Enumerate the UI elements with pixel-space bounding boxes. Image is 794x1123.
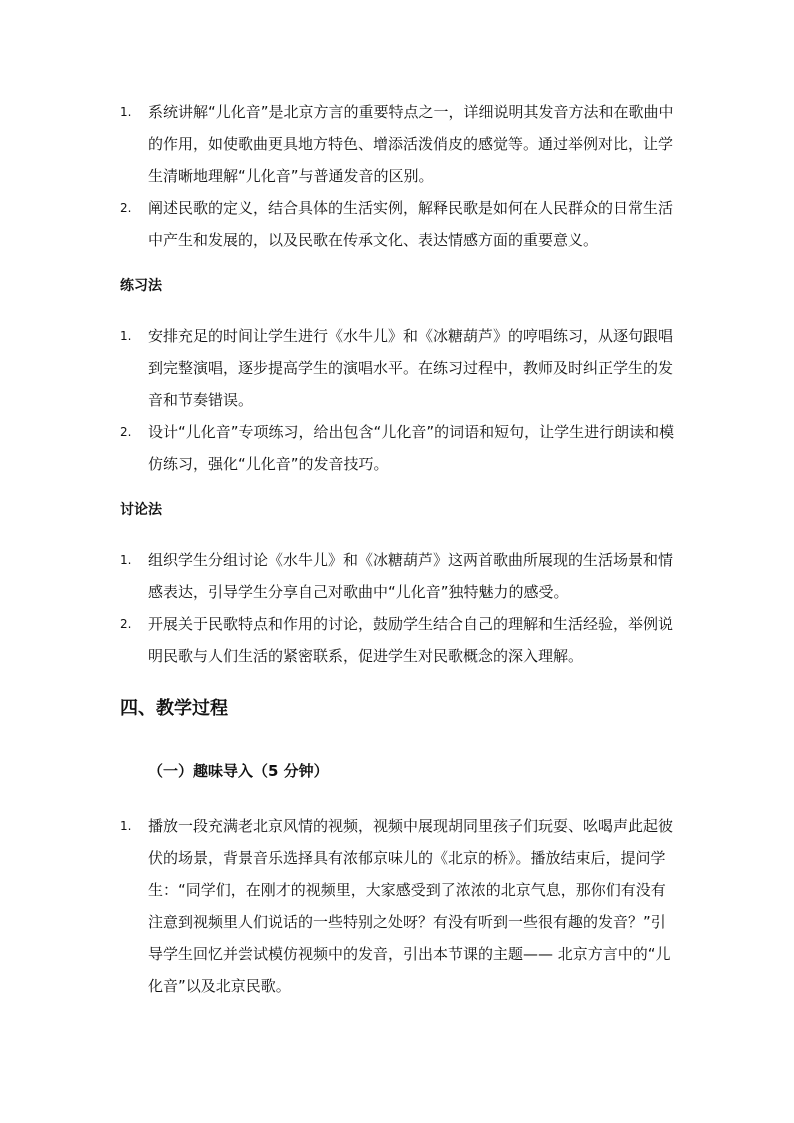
- list-number: 1.: [120, 329, 132, 343]
- list-number: 2.: [120, 425, 132, 439]
- list-number: 1.: [120, 553, 132, 567]
- intro-step-list: [120, 810, 680, 1002]
- list-text: 开展关于民歌特点和作用的讨论，鼓励学生结合自己的理解和生活经验，举例说明民歌与人们生活的紧密联系，促进学生对民歌概念的深入理解。: [148, 615, 674, 665]
- list-number: 1.: [120, 105, 132, 119]
- practice-heading: 练习法: [120, 278, 162, 294]
- subsection-title: （一）趣味导入（5 分钟）: [148, 762, 329, 780]
- lecture-method-list: [120, 96, 680, 256]
- list-item: [120, 416, 680, 480]
- list-item: [120, 810, 680, 1002]
- list-item: [120, 544, 680, 608]
- list-item: [120, 192, 680, 256]
- list-text: 组织学生分组讨论《水牛儿》和《冰糖葫芦》这两首歌曲所展现的生活场景和情感表达，引导学生分享自己对歌曲中“儿化音”独特魅力的感受。: [148, 551, 674, 601]
- section-title: 四、教学过程: [120, 698, 228, 719]
- list-text: 播放一段充满老北京风情的视频，视频中展现胡同里孩子们玩耍、吆喝声此起彼伏的场景，背景音乐选择具有浓郁京味儿的《北京的桥》。播放结束后，提问学生：“同学们，在刚才的视频里，大家感受到了浓浓的北京气息，那你们有没有注意到视频里人们说话的一些特别之处呀？有没有听到一些很有趣的发音？”引导学生回忆并尝试模仿视频中的发音，引出本节课的主题—— 北京方言中的“儿化音”以及北京民歌。: [148, 817, 674, 995]
- practice-method-list: [120, 320, 680, 480]
- list-text: 设计“儿化音”专项练习，给出包含“儿化音”的词语和短句，让学生进行朗读和模仿练习，强化“儿化音”的发音技巧。: [148, 423, 675, 473]
- discussion-heading: 讨论法: [120, 502, 162, 518]
- discussion-method-list: [120, 544, 680, 672]
- list-number: 2.: [120, 617, 132, 631]
- list-number: 2.: [120, 201, 132, 215]
- list-item: [120, 608, 680, 672]
- list-text: 安排充足的时间让学生进行《水牛儿》和《冰糖葫芦》的哼唱练习，从逐句跟唱到完整演唱，逐步提高学生的演唱水平。在练习过程中，教师及时纠正学生的发音和节奏错误。: [148, 327, 674, 409]
- list-text: 系统讲解“儿化音”是北京方言的重要特点之一，详细说明其发音方法和在歌曲中的作用，如使歌曲更具地方特色、增添活泼俏皮的感觉等。通过举例对比，让学生清晰地理解“儿化音”与普通发音的区别。: [148, 103, 674, 185]
- list-item: [120, 320, 680, 416]
- list-item: [120, 96, 680, 192]
- list-text: 阐述民歌的定义，结合具体的生活实例，解释民歌是如何在人民群众的日常生活中产生和发展的，以及民歌在传承文化、表达情感方面的重要意义。: [148, 199, 674, 249]
- list-number: 1.: [120, 819, 132, 833]
